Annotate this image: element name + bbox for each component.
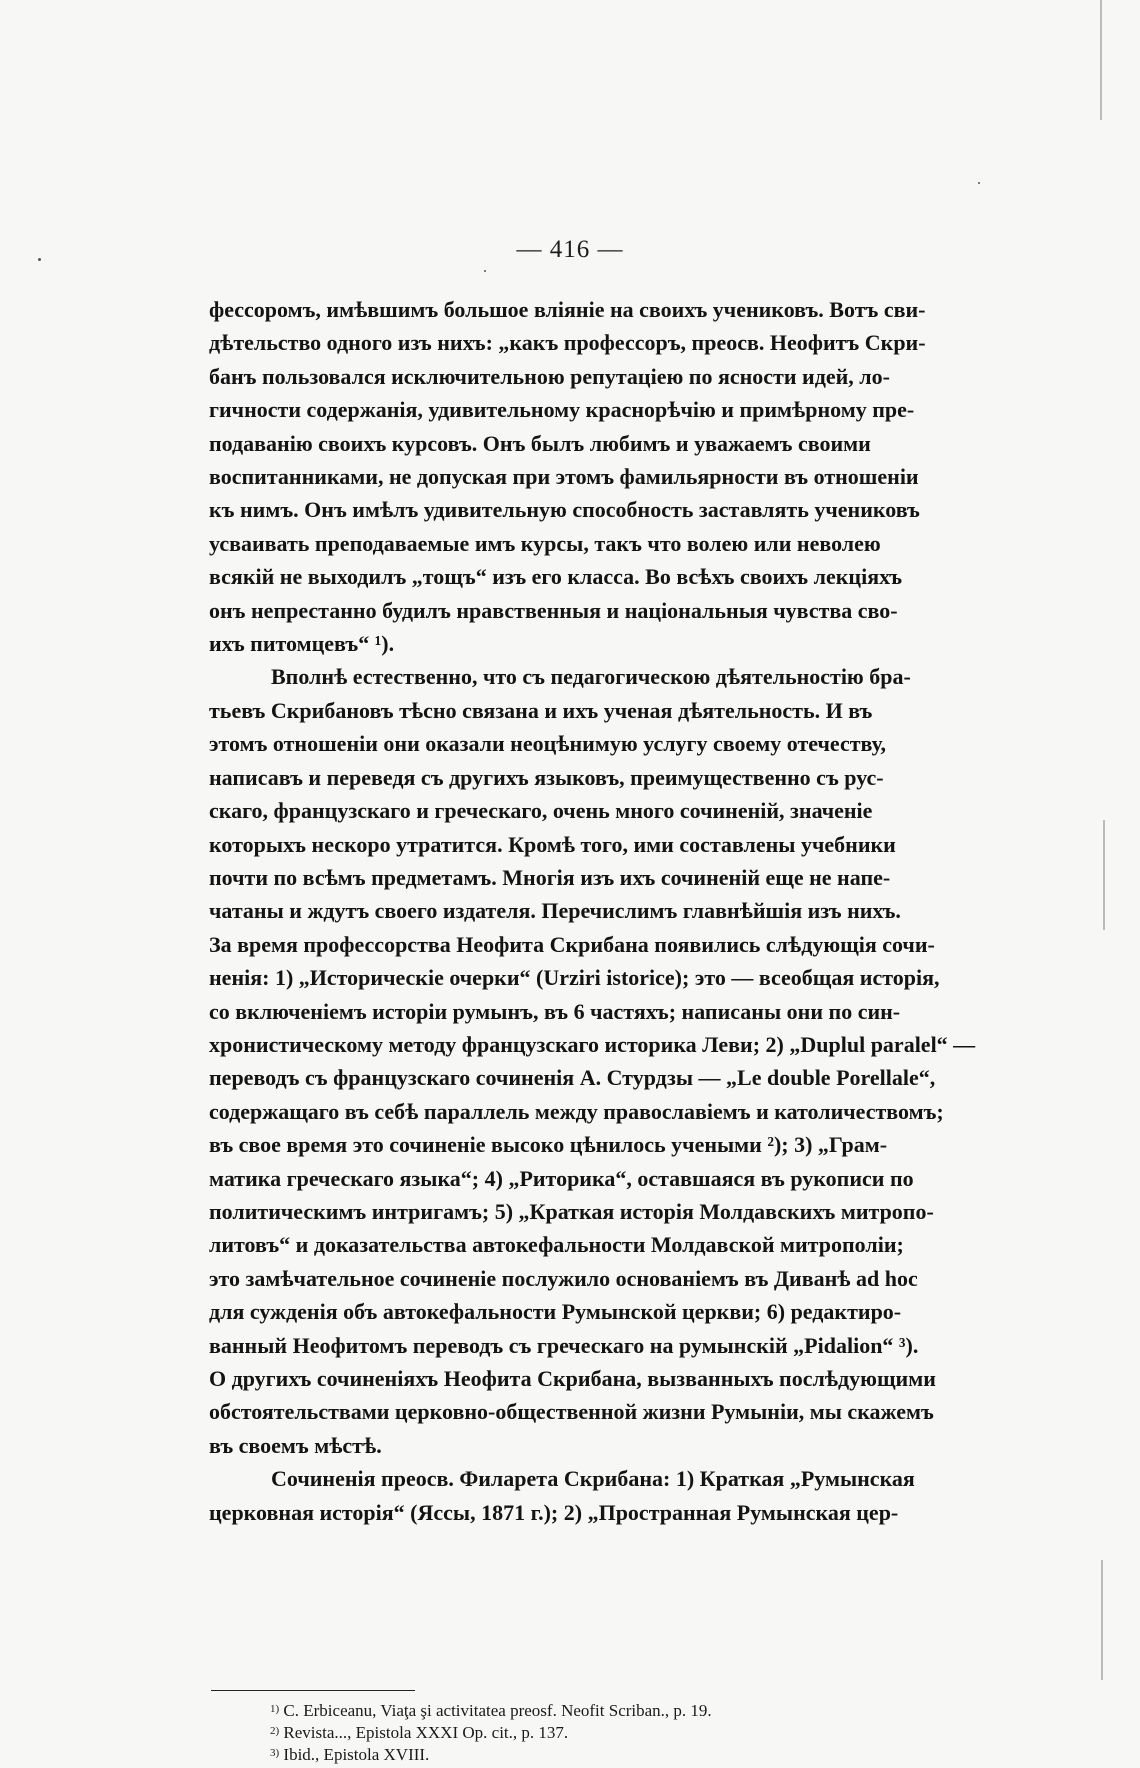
page-edge-shadow bbox=[1101, 1560, 1103, 1680]
footnote-separator bbox=[211, 1690, 415, 1691]
footnote-text: C. Erbiceanu, Viaţa şi activitatea preosf. Neofit Scriban., p. 19. bbox=[283, 1701, 712, 1720]
footnote-2 bbox=[270, 1722, 1030, 1744]
paragraph-continuation: фессоромъ, имѣвшимъ большое вліяніе на своихъ учениковъ. Вотъ сви- дѣтельство одного изъ нихъ: „какъ профессоръ, преосв. Неофитъ Скри- банъ пользовался исключительною репутаціею по ясности идей, ло- гичности содержанія, удивительному краснорѣчію и примѣрному пре- подаванію своихъ курсовъ. Онъ былъ любимъ и уважаемъ своими воспитанниками, не допуская при этомъ фамильярности въ отношеніи къ нимъ. Онъ имѣлъ удивительную способность заставлять учениковъ усваивать преподаваемые имъ курсы, такъ что волею или неволею всякій не выходилъ „тощъ“ изъ его класса. Во всѣхъ своихъ лекціяхъ онъ непрестанно будилъ нравственныя и національныя чувства сво- ихъ питомцевъ“ ¹). bbox=[209, 297, 926, 657]
page-edge-shadow bbox=[1103, 820, 1105, 930]
footnote-text: Revista..., Epistola XXXI Op. cit., p. 137. bbox=[283, 1723, 569, 1742]
paragraph-filaret: Сочиненія преосв. Филарета Скрибана: 1) Краткая „Румынская церковная исторія“ (Яссы, 1871 г.); 2) „Пространная Румынская цер- bbox=[209, 1466, 915, 1525]
page-edge-shadow bbox=[1100, 0, 1102, 120]
scan-speck bbox=[484, 270, 486, 272]
footnote-3 bbox=[270, 1744, 1030, 1766]
paragraph-works: Вполнѣ естественно, что съ педагогическою дѣятельностію бра- тьевъ Скрибановъ тѣсно связана и ихъ ученая дѣятельность. И въ этомъ отношеніи они оказали неоцѣнимую услугу своему отечеству, написавъ и переведя съ другихъ языковъ, преимущественно съ рус- скаго, французскаго и греческаго, очень много сочиненій, значеніе которыхъ нескоро утратится. Кромѣ того, ими составлены учебники почти по всѣмъ предметамъ. Многія изъ ихъ сочиненій еще не напе- чатаны и ждутъ своего издателя. Перечислимъ главнѣйшія изъ нихъ. За время профессорства Неофита Скрибана появились слѣдующія сочи- ненія: 1) „Историческіе очерки“ (Urziri istorice); это — всеобщая исторія, со включеніемъ исторіи румынъ, въ 6 частяхъ; написаны они по син- хронистическому методу французскаго историка Леви; 2) „Duplul paralel“ — переводъ съ французскаго сочиненія А. Стурдзы — „Le double Porellale“, содержащаго въ себѣ параллель между православіемъ и католичествомъ; въ свое время это сочиненіе высоко цѣнилось учеными ²); 3) „Грам- матика греческаго языка“; 4) „Риторика“, оставшаяся въ рукописи по политическимъ интригамъ; 5) „Краткая исторія Молдавскихъ митропо- литовъ“ и доказательства автокефальности Молдавской митрополіи; это замѣчательное сочиненіе послужило основаніемъ въ Диванѣ ad hoc для сужденія объ автокефальности Румынской церкви; 6) редактиро- ванный Неофитомъ переводъ съ греческаго на румынскій „Pidalion“ ³). О другихъ сочиненіяхъ Неофита Скрибана, вызванныхъ послѣдующими обстоятельствами церковно-общественной жизни Румыніи, мы скажемъ въ своемъ мѣстѣ. bbox=[209, 664, 976, 1458]
footnote-text: Ibid., Epistola XVIII. bbox=[283, 1745, 430, 1764]
main-text bbox=[209, 293, 1031, 1529]
footnotes bbox=[270, 1700, 1030, 1766]
footnote-mark: 1) bbox=[270, 1703, 280, 1715]
footnote-mark: 2) bbox=[270, 1725, 280, 1737]
footnote-mark: 3) bbox=[270, 1747, 280, 1759]
page-number: — 416 — bbox=[516, 236, 624, 263]
footnote-1 bbox=[270, 1700, 1030, 1722]
scan-speck bbox=[978, 182, 980, 184]
